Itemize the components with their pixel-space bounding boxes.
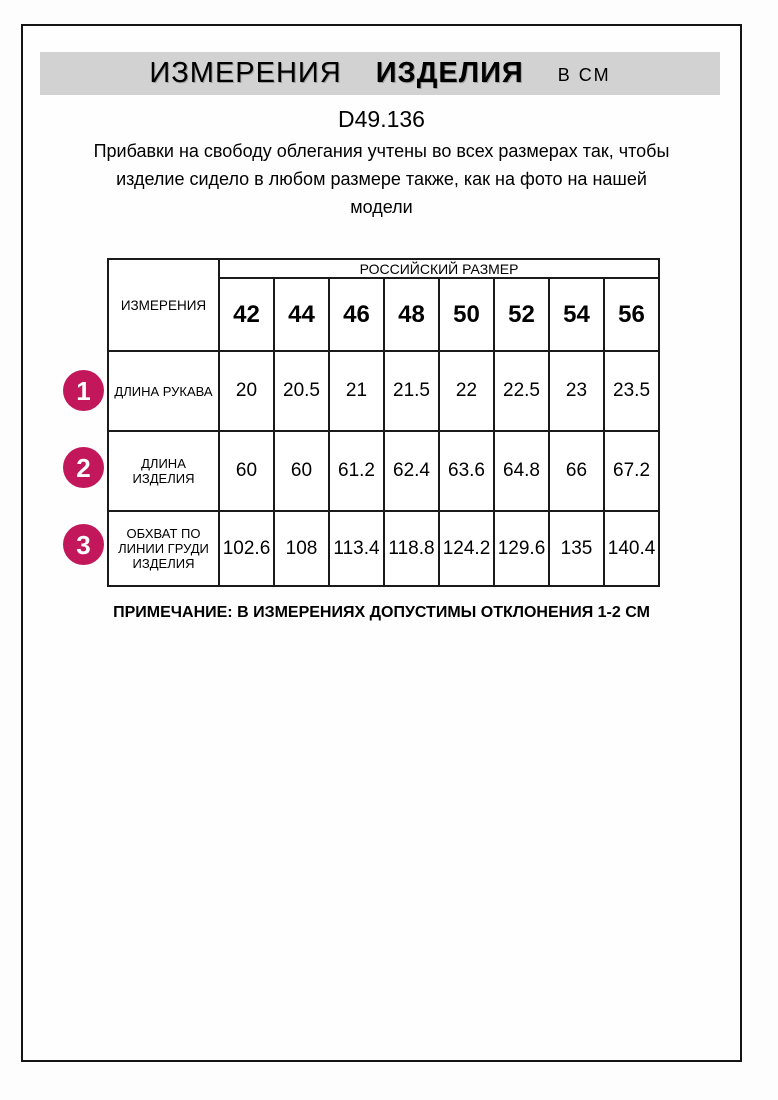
table-row bbox=[108, 351, 659, 431]
measurement-value: 22 bbox=[439, 351, 494, 431]
size-column-header: 46 bbox=[329, 278, 384, 351]
size-column-header: 48 bbox=[384, 278, 439, 351]
size-column-header: 52 bbox=[494, 278, 549, 351]
row-number-badge-1: 1 bbox=[63, 370, 104, 411]
measurement-value: 129.6 bbox=[494, 511, 549, 586]
size-column-header: 54 bbox=[549, 278, 604, 351]
size-column-header: 56 bbox=[604, 278, 659, 351]
title-bar bbox=[40, 52, 720, 95]
table-group-header: РОССИЙСКИЙ РАЗМЕР bbox=[219, 259, 659, 278]
measurement-value: 135 bbox=[549, 511, 604, 586]
measurement-value: 20.5 bbox=[274, 351, 329, 431]
measurement-value: 21 bbox=[329, 351, 384, 431]
title-word-product: ИЗДЕЛИЯ bbox=[375, 57, 524, 89]
measurement-value: 60 bbox=[219, 431, 274, 511]
row-number-badge-3: 3 bbox=[63, 524, 104, 565]
size-column-header: 50 bbox=[439, 278, 494, 351]
tolerance-note: ПРИМЕЧАНИЕ: В ИЗМЕРЕНИЯХ ДОПУСТИМЫ ОТКЛОНЕНИЯ 1-2 СМ bbox=[113, 604, 650, 621]
measurement-value: 22.5 bbox=[494, 351, 549, 431]
title-unit-cm: В СМ bbox=[557, 65, 611, 85]
table-row bbox=[108, 511, 659, 586]
measurement-value: 66 bbox=[549, 431, 604, 511]
measurement-value: 118.8 bbox=[384, 511, 439, 586]
measurement-value: 20 bbox=[219, 351, 274, 431]
measurement-value: 61.2 bbox=[329, 431, 384, 511]
measurement-value: 102.6 bbox=[219, 511, 274, 586]
measurement-value: 64.8 bbox=[494, 431, 549, 511]
measurement-value: 124.2 bbox=[439, 511, 494, 586]
measurement-value: 113.4 bbox=[329, 511, 384, 586]
size-column-header: 42 bbox=[219, 278, 274, 351]
title-word-measurements: ИЗМЕРЕНИЯ bbox=[149, 57, 342, 89]
row-number-badge-2: 2 bbox=[63, 447, 104, 488]
table-corner-header: ИЗМЕРЕНИЯ bbox=[108, 259, 219, 351]
measurement-value: 23 bbox=[549, 351, 604, 431]
measurement-value: 67.2 bbox=[604, 431, 659, 511]
measurement-value: 23.5 bbox=[604, 351, 659, 431]
article-code: D49.136 bbox=[338, 106, 425, 132]
table-row bbox=[108, 431, 659, 511]
size-column-header: 44 bbox=[274, 278, 329, 351]
measurement-value: 140.4 bbox=[604, 511, 659, 586]
row-label-sleeve-length: ДЛИНА РУКАВА bbox=[108, 351, 219, 431]
measurement-value: 62.4 bbox=[384, 431, 439, 511]
size-table bbox=[107, 258, 660, 587]
measurement-value: 21.5 bbox=[384, 351, 439, 431]
fit-description: Прибавки на свободу облегания учтены во всех размерах так, чтобы изделие сидело в любом размере также, как на фото на нашей модели bbox=[93, 141, 670, 217]
measurement-value: 63.6 bbox=[439, 431, 494, 511]
row-label-garment-length: ДЛИНА ИЗДЕЛИЯ bbox=[108, 431, 219, 511]
table-group-header-row bbox=[108, 259, 659, 278]
measurement-value: 108 bbox=[274, 511, 329, 586]
measurement-value: 60 bbox=[274, 431, 329, 511]
row-label-chest-girth: ОБХВАТ ПО ЛИНИИ ГРУДИ ИЗДЕЛИЯ bbox=[108, 511, 219, 586]
